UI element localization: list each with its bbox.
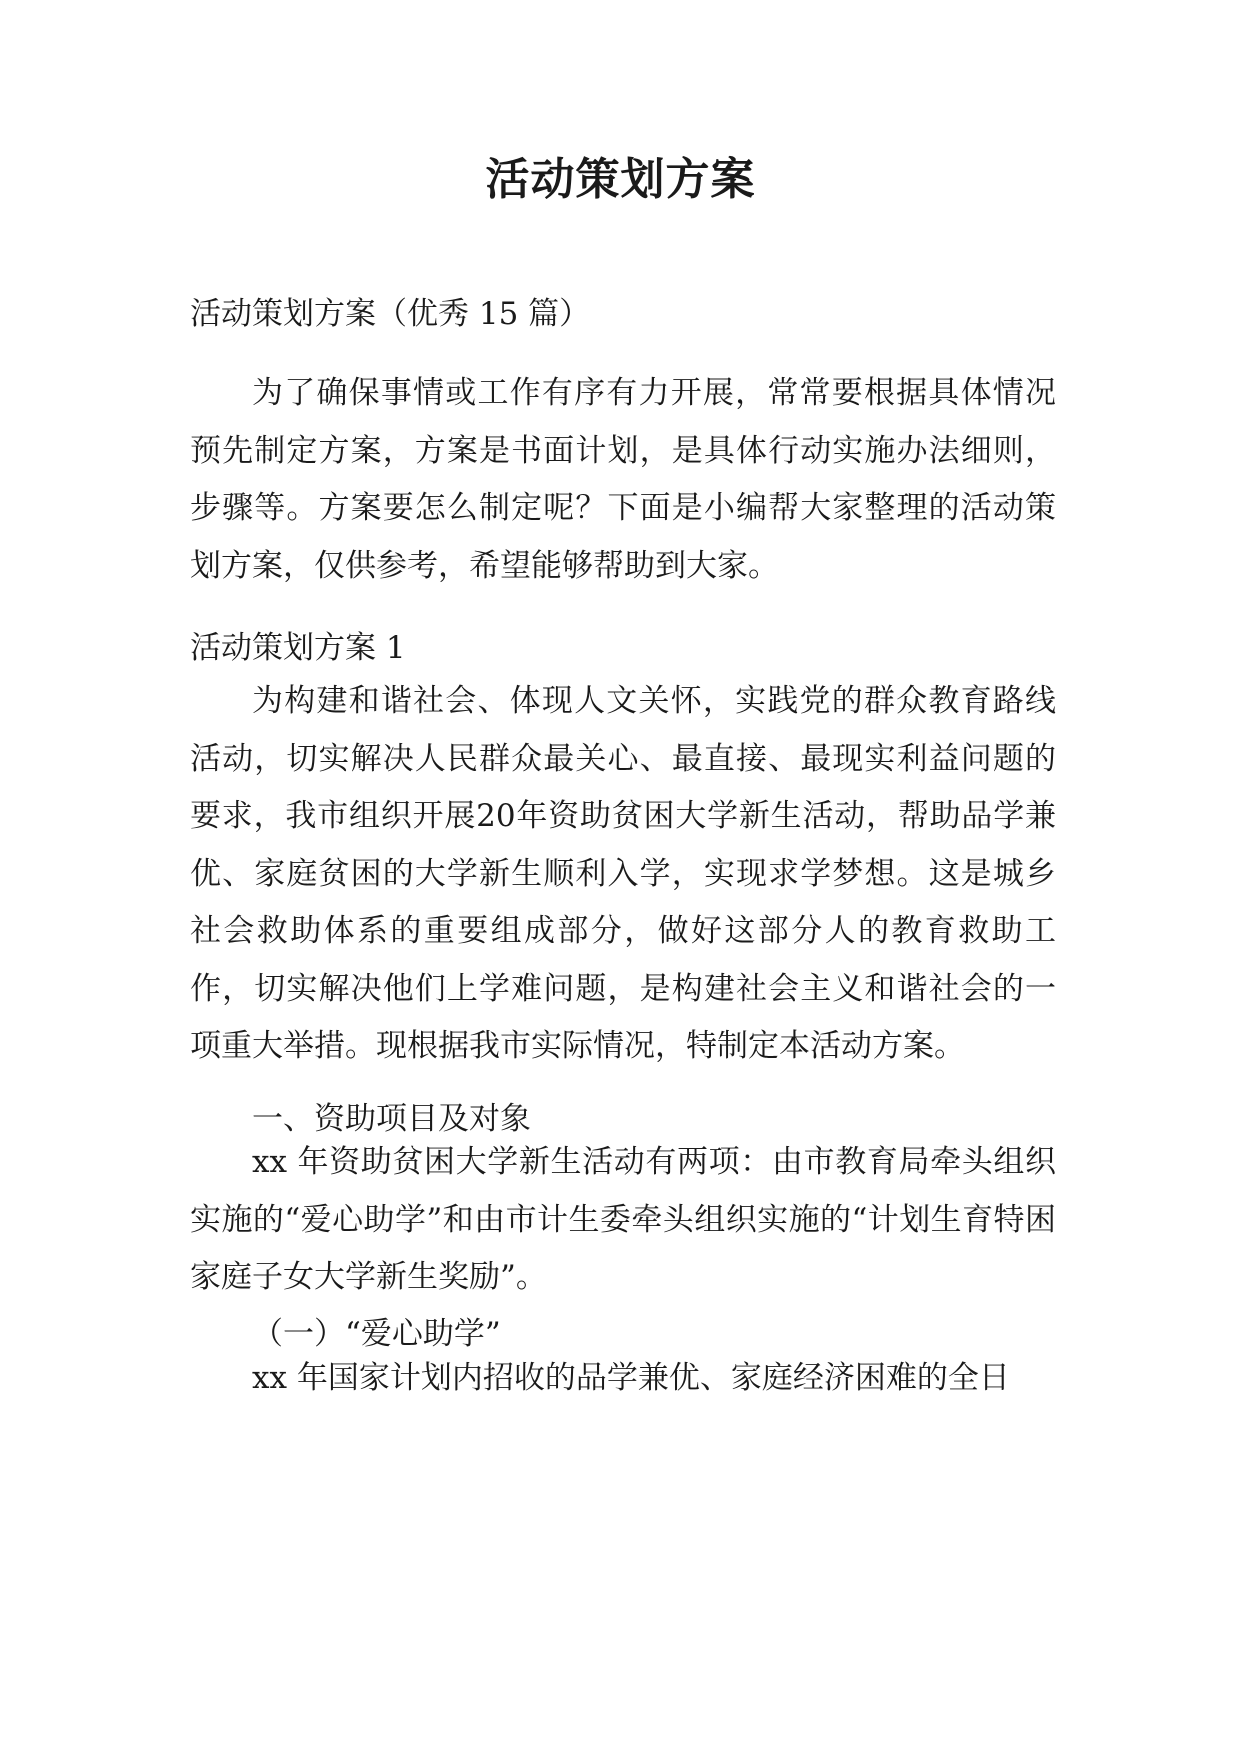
document-title: 活动策划方案 [485,154,756,205]
document-subtitle: 活动策划方案（优秀 15 篇） [190,296,591,332]
subheading-funding-projects: 一、资助项目及对象 [252,1101,531,1137]
intro-paragraph: 为了确保事情或工作有序有力开展，常常要根据具体情况预先制定方案，方案是书面计划，是具体行动实施办法细则，步骤等。方案要怎么制定呢？下面是小编帮大家整理的活动策划方案，仅供参考，希望能够帮助到大家。 [190,375,1056,584]
section-paragraph: 为构建和谐社会、体现人文关怀，实践党的群众教育路线活动，切实解决人民群众最关心、最直接、最现实利益问题的要求，我市组织开展20年资助贫困大学新生活动，帮助品学兼优、家庭贫困的大学新生顺利入学，实现求学梦想。这是城乡社会救助体系的重要组成部分，做好这部分人的教育救助工作，切实解决他们上学难问题，是构建社会主义和谐社会的一项重大举措。现根据我市实际情况，特制定本活动方案。 [190,683,1056,1064]
subheading-love-aid: （一）“爱心助学” [252,1316,501,1352]
love-aid-paragraph: xx 年国家计划内招收的品学兼优、家庭经济困难的全日 [252,1360,1010,1396]
funding-paragraph: xx 年资助贫困大学新生活动有两项：由市教育局牵头组织实施的“爱心助学”和由市计生委牵头组织实施的“计划生育特困家庭子女大学新生奖励”。 [190,1144,1056,1295]
section-heading: 活动策划方案 1 [190,630,406,666]
